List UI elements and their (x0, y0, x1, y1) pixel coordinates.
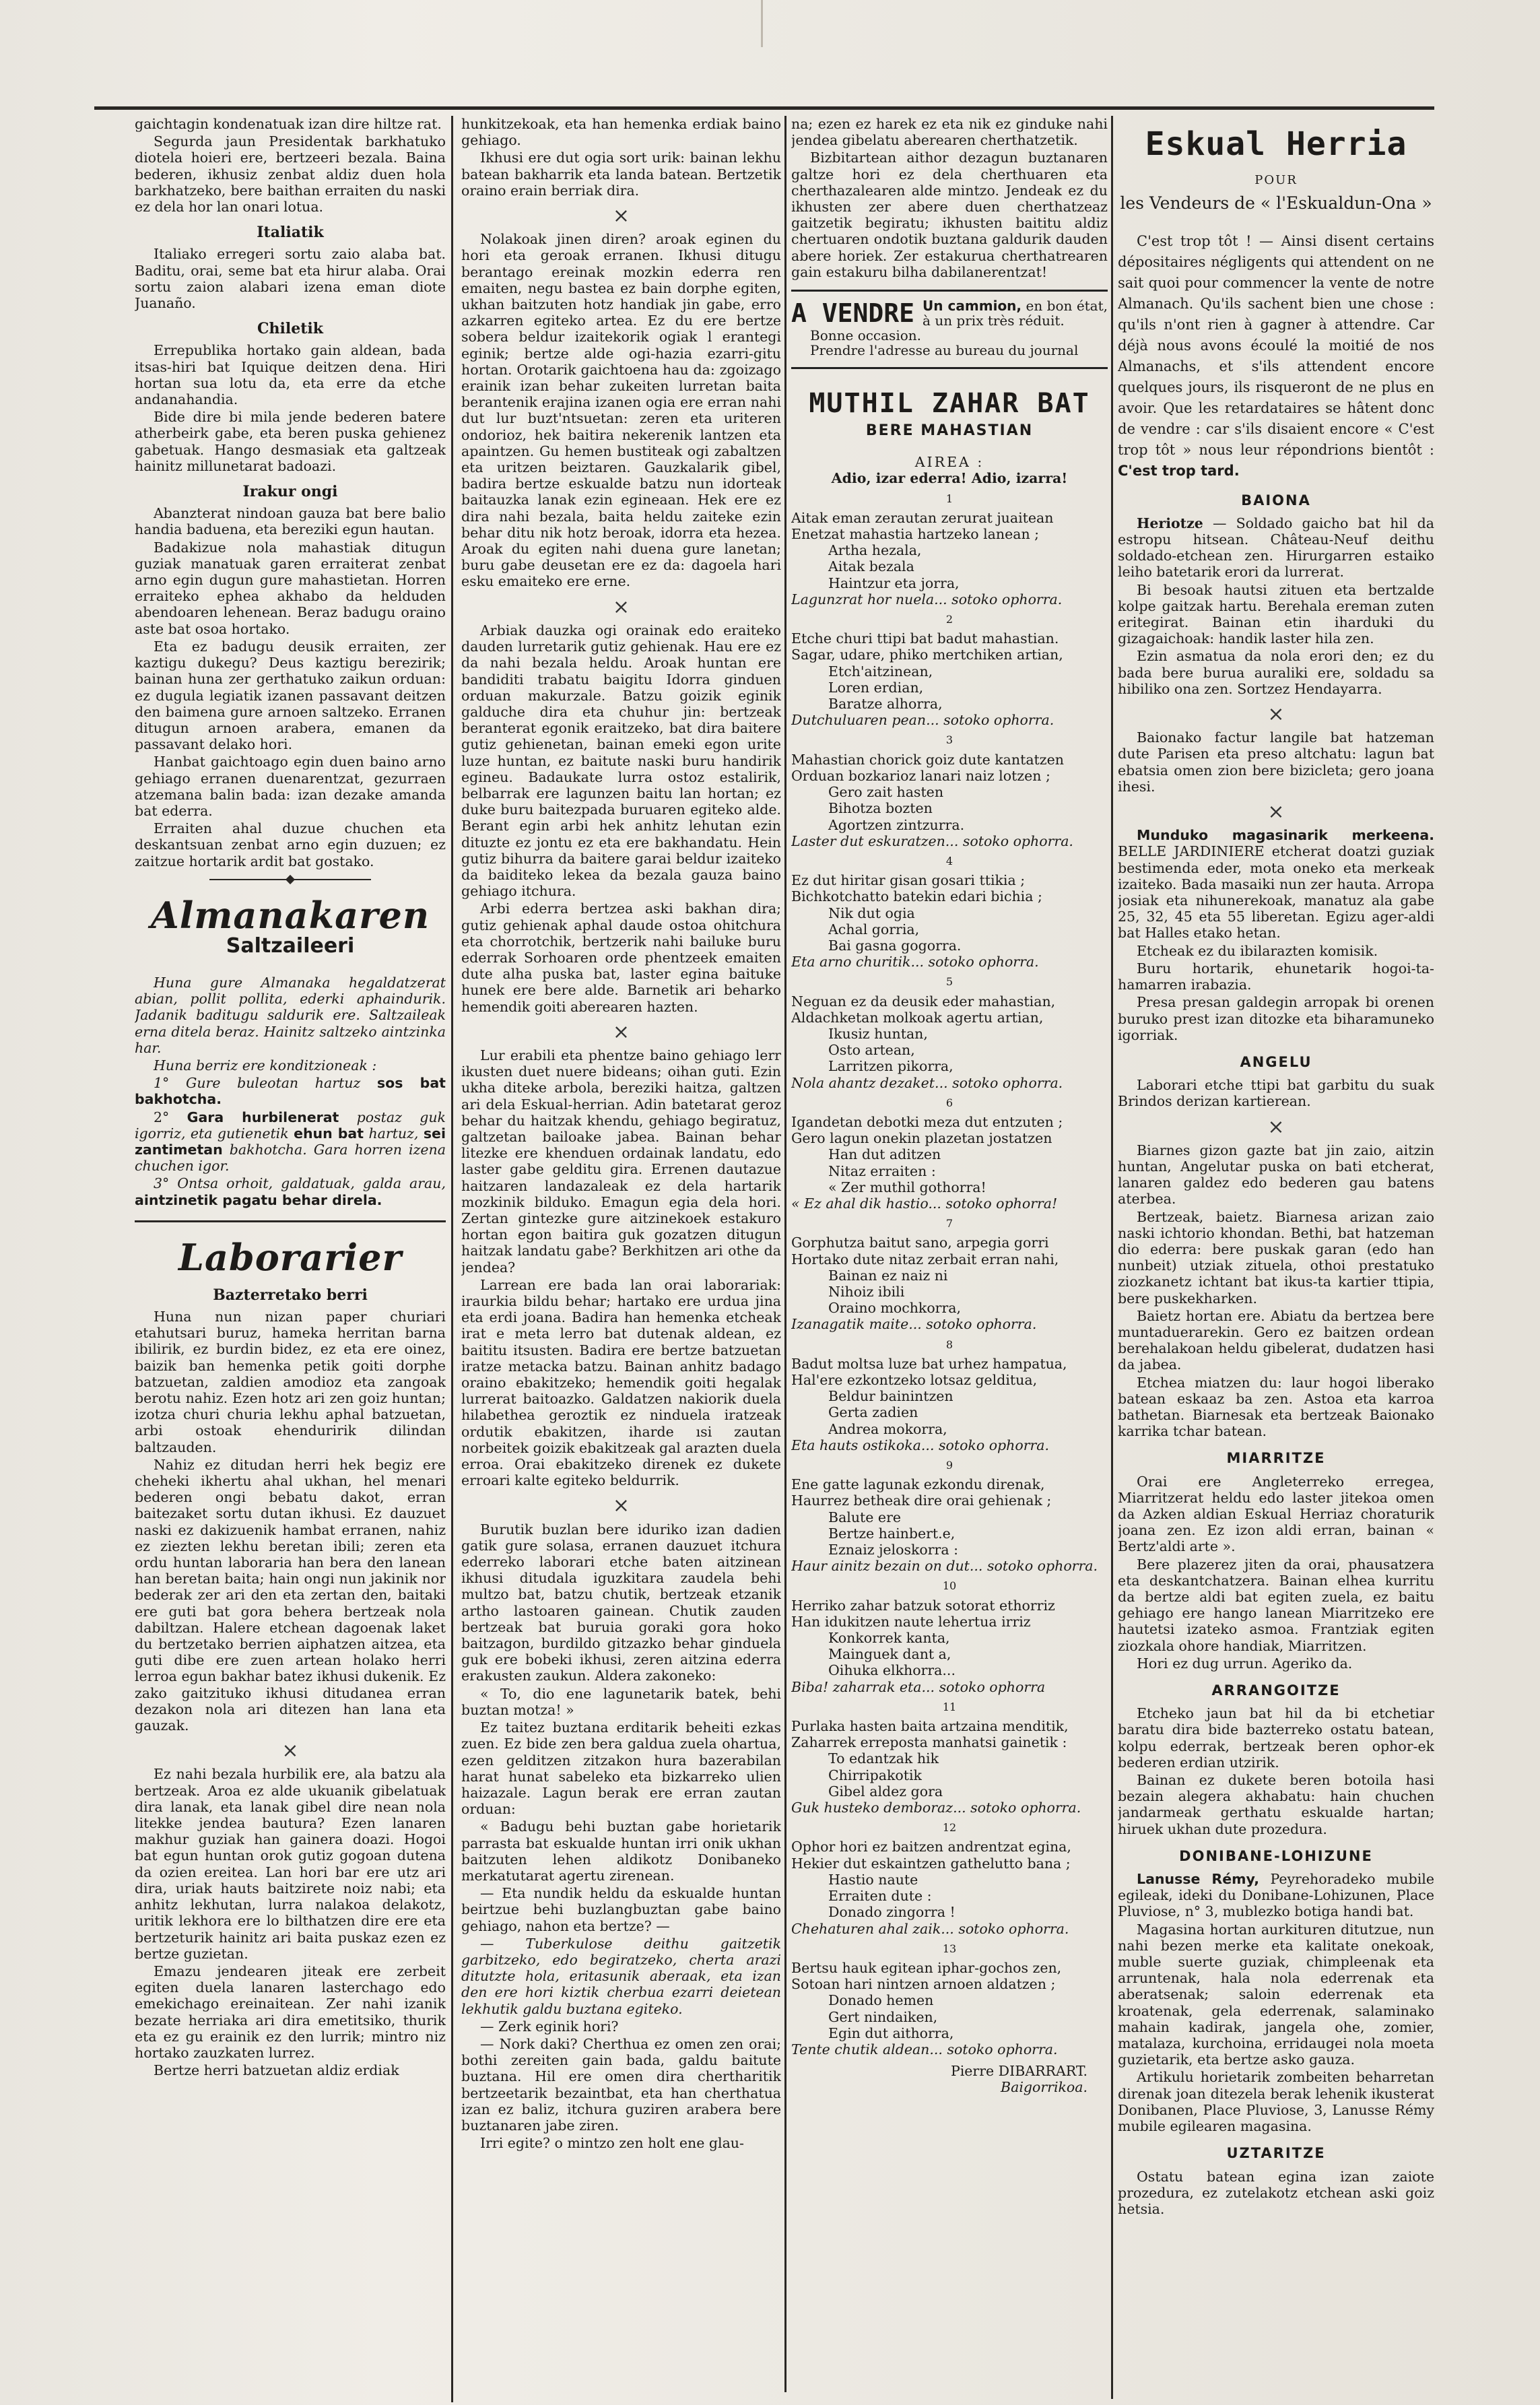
paragraph: Badakizue nola mahastiak ditugun guziak manatuak garen erraiterat zenbat arno egin dugun gure mahastietan. Horren erraiteko ephea akhabo da helduden abendoaren lehenean. Beraz badugu oraino aste bat osoa hortako. (135, 539, 446, 637)
verse-line: Gero zait hasten (828, 784, 944, 801)
verse-line: Guk husteko demboraz... sotoko ophorra. (791, 1800, 1081, 1816)
paragraph: Hanbat gaichtoago egin duen baino arno gehiago erranen duenarentzat, gezurraen atzemana balin bada: izan dezake amanda bat ederra. (135, 754, 446, 819)
author-origin: Baigorrikoa. (1001, 2079, 1087, 2096)
verse-line: Hastio naute (828, 1871, 918, 1888)
paragraph: Lur erabili eta phentze baino gehiago lerr ikusten duet nuere bideans; oihan guti. Ezin ukha diteke arbola, bereziki haitza, galtzen ari dela Eskual-herrian. Adin batetarat geroz behar du haitzak khendu, gehiago begiratuz, galtzetan bailoake jabea. Bainan behar litezke ere khenduen ordainak landatu, edo laster gabe gelditu gira. Errenen dautazue haitzaren landazaleak ez dela hartarik mozkinik bilduko. Emagun egia dela hori. Zertan gintezke gure aitzinekoek estakuro hortan egon baitira guk gozatzen ditugun haitzak landatu gabe? Berkhitzen ari othe da jendea? (461, 1047, 781, 1276)
paragraph: Bertze herri batzuetan aldiz erdiak (154, 2062, 399, 2079)
verse-line: Oraino mochkorra, (828, 1300, 962, 1317)
paragraph: Orai ere Angleterreko erregea, Miarritzerat heldu edo laster jitekoa omen da Azken aldian Eskual Herriaz choraturik joana zen. Ez izon aldi erran, bainan « Bertz'aldi arte ». (1118, 1473, 1434, 1555)
verse-line: Bai gasna gogorra. (828, 937, 962, 954)
verse-line: Loren erdian, (828, 679, 924, 696)
verse-line: Aitak eman zerautan zerurat juaitean (791, 509, 1054, 526)
paragraph: Bizbitartean aithor dezagun buztanaren galtze hori ez dela cherthuaren eta cherthazalearen alde mintzo. Jendeak ez du ikhusten zer abere duen cherthatzeaz gaitzetik begiratu; ikhusten baititu aldiz chertuaren ondotik buztana galdurik dauden abere horiek. Zer estakurua cherthatrearen gain estakuru bilha dabilanerentzat! (791, 150, 1108, 280)
verse-line: Ophor hori ez baitzen andrentzat egina, (791, 1839, 1071, 1855)
verse-line: Sagar, udare, phiko mertchiken artian, (791, 647, 1063, 663)
verse-line: Chehaturen ahal zaik... sotoko ophorra. (791, 1920, 1069, 1937)
paragraph: — Eta nundik heldu da eskualde huntan beirtzue behi buzlangbuztan gabe baino gehiago, nahon eta bertze? — (461, 1885, 781, 1934)
column-2 (461, 116, 781, 2392)
verse-number: 10 (942, 1579, 957, 1593)
verse-number: 4 (945, 854, 953, 867)
paragraph: Etcheak ez du ibilarazten komisik. (1137, 942, 1378, 959)
air-label: AIREA : (914, 454, 984, 471)
column-divider (451, 116, 453, 2402)
verse-line: Gert nindaiken, (828, 2008, 938, 2025)
ad-title: A VENDRE (791, 298, 915, 329)
verse-line: Hekier dut eskaintzen gathelutto bana ; (791, 1855, 1071, 1872)
paragraph: Burutik buzlan bere iduriko izan dadien gatik gure solasa, erranen dauzuet itchura ederreko laborari etche baten aitzinean ikhusi ditudala iguzkitara zaudela behi multzo bat, batzu chutik, bertzeak etzanik artho lastoaren gainean. Chutik zauden bertzeak bat buruia goraki gora hoko baitzagon, burdildo gitzazko behar ginduela guk ere bobeki ikhusi, zeren aitzina ederra erakusten zaukun. Aldera zakoneko: (461, 1521, 781, 1684)
almanakaren-subtitle: Saltzaileeri (226, 933, 355, 958)
paragraph: Ez nahi bezala hurbilik ere, ala batzu ala bertzeak. Aroa ez alde ukuanik gibelatuak dira lanak, eta lanak gibel dire nean nola litekke jendea bautura? Ezen lanaren makhur guziak han gainera doazi. Hogoi bat egun huntan orok gutiz gogoan dutena da ozien ereitea. Lan hori bar ere utz ari dira, uriak hauts baitzirete noiz nabi; eta anhitz lekhutan, lurra nalakoa delakotz, uritik lekhora ere lo bilthatzen dire ere eta bertzeturik hainitz ari baita puskaz ezen ez bertze guzietan. (135, 1766, 446, 1962)
air-line: Adio, izar ederra! Adio, izarra! (831, 470, 1068, 487)
paragraph: — Nork daki? Cherthua ez omen zen orai; bothi zereiten gain bada, galdu baitute buztana. Hil ere omen dira chertharitik bertzeetarik bezaintbat, eta han cherthatua izan ez baliz, itchura guziren arabera bere buztanaren jabe ziren. (461, 2035, 781, 2134)
paragraph: Ezin asmatua da nola erori den; ez du bada bere burua auraliki ere, soldadu sa hibiliko ona zen. Sortzez Hendayarra. (1118, 648, 1434, 697)
song-subtitle: BERE MAHASTIAN (865, 422, 1034, 440)
verse-line: Gero lagun onekin plazetan jostatzen (791, 1130, 1052, 1147)
paragraph: Magasina hortan aurkituren ditutzue, nun nahi bezen merke eta kalitate onekoak, muble suerte guziak, chimpleenak eta arruntenak, hala nola ederrenak eta aberatsenak; saloin ederrenak eta kroatenak, gela ederrenak, salaminako mahain kadirak, jangela ohe, zomier, matalaza, kurchoina, erridaugei nola moeta guzietarik, eta bertze asko gauza. (1118, 1921, 1434, 2068)
verse-line: « Zer muthil gothorra! (828, 1179, 986, 1195)
text: Gara hurbilenerat (187, 1109, 339, 1125)
verse-line: Donado zingorra ! (828, 1904, 956, 1921)
section-heading-arrangoitze: ARRANGOITZE (1211, 1682, 1341, 1699)
verse-line: Chirripakotik (828, 1767, 922, 1783)
verse-line: Etche churi ttipi bat badut mahastian. (791, 630, 1059, 647)
verse-line: Balute ere (828, 1509, 901, 1525)
verse-line: Mahastian chorick goiz dute kantatzen (791, 751, 1064, 768)
verse-number: 8 (945, 1338, 953, 1351)
verse-line: Orduan bozkarioz lanari naiz lotzen ; (791, 767, 1050, 784)
verse-number: 6 (945, 1096, 953, 1109)
verse-line: Aitak bezala (828, 558, 914, 575)
text: Peyrehoradeko mubile egileak, ideki du Donibane-Lohizunen, Place Pluviose, n° 3, mublezko botiga handi bat. (1118, 1871, 1434, 1920)
verse-line: Mainguek dant a, (828, 1646, 951, 1663)
text: Un cammion, (923, 298, 1022, 315)
verse-line: Biba! zaharrak eta... sotoko ophorra (791, 1678, 1046, 1695)
verse-number: 12 (942, 1821, 957, 1835)
text: postaz guk igorriz, eta gutienetik (135, 1109, 446, 1142)
verse-line: Han dut aditzen (828, 1146, 941, 1163)
vendeurs-subtitle: les Vendeurs de « l'Eskualdun-Ona » (1120, 193, 1432, 213)
paragraph: Presa presan galdegin arropak bi orenen buruko prest izan ditozke eta biharamuneko igorriak. (1118, 994, 1434, 1043)
author-name: Pierre DIBARRART. (950, 2063, 1087, 2080)
song-title: MUTHIL ZAHAR BAT (809, 388, 1090, 420)
verse-line: Bertze hainbert.e, (828, 1525, 956, 1542)
verse-line: Osto artean, (828, 1042, 915, 1059)
verse-number: 5 (945, 975, 953, 989)
paragraph: Larrean ere bada lan orai laborariak: iraurkia bildu behar; hartako ere urdua jina eta erdi joana. Badira han hemenka etcheak irat e meta lerro bat dutenak aldean, ez baititu itsusten. Badira ere bertze batzuetan iratze metacka batzu. Bainan anhitz badago oraino ebakitzeko; hemendik goiti hegalak lurrerat baitoazko. Galdatzen nakiorik duela hilabethea geroztik ez ninduela iratzeak ordutik ebakitzen, iharde ısi zautan norbeitek goizik ebakitzeak gal arazten duela erroa. Orai ebakitzeko direnek ez dukete erroari kalte egiteko beldurrik. (461, 1276, 781, 1489)
paragraph: Ez taitez buztana erditarik beheiti ezkas zuen. Ez bide zen bera galdua zuela ohartua, ezen gelditzen zitzakon hura bazerabilan harat hunat sabeleko eta bizkarreko ulien haizazale. Lagun berak ere erran zautan orduan: (461, 1719, 781, 1818)
paragraph: Baionako factur langile bat hatzeman dute Parisen eta preso altchatu: lagun bat ebatsia omen zion bere bizicleta; gero joana ihesi. (1118, 729, 1434, 795)
paragraph: Etcheko jaun bat hil da bi etchetiar baratu dira bide bazterreko ostatu batean, kolpu ederrak, bertzeak beren ophor-ek bederen erdian utzirik. (1118, 1705, 1434, 1771)
column-4 (1118, 116, 1434, 2392)
paragraph: Baietz hortan ere. Abiatu da bertzea bere muntaduerarekin. Gero ez baitzen ordean berehalakoan heldu gibelerat, dudatzen hasi da jabea. (1118, 1307, 1434, 1373)
text: C'est trop tard. (1118, 462, 1240, 479)
column-1 (135, 116, 446, 2392)
verse-line: Gibel aldez gora (828, 1783, 943, 1800)
paragraph: Eta ez badugu deusik erraiten, zer kaztigu dukegu? Deus kaztigu berezirik; bainan huna zer gerthatuko zaikun orduan: ez dugula legiatik izanen passavant deitzen den baimena gure arnoen saltzeko. Erranen ditugun arnoen arabera, emanen da passavant delako hori. (135, 638, 446, 753)
verse-line: Gerta zadien (828, 1404, 918, 1421)
verse-line: Nihoiz ibili (828, 1283, 905, 1300)
verse-line: Haintzur eta jorra, (828, 574, 960, 591)
paragraph (135, 1175, 446, 1208)
verse-line: Etch'aitzinean, (828, 663, 933, 680)
paragraph: Arbiak dauzka ogi orainak edo eraiteko dauden lurretarik gutiz gehienak. Hau ere ez da nahi bezala heldu. Aroak huntan ere bandiditi trabatu baigitu Idorra ginduen orduan makurzale. Batzu goizik eginik galduche dira eta chuhur jin: bertzeak beranterat egonik eraitzeko, bat dira baitere gutiz gehienetan, bainan emeki egon urite luze huntan, ez baitute naski buru handirik egineu. Badaukate lurra ostoz estalirik, belbarrak ere lagunzen baitu lan hortan; ez duke buru baitezpada buruaren egiteko alde. Berant egin arbi hek anhitz lehutan ezin dituzte ez jontu ez eta ere bakhandatu. Hein gutiz bihurra da baitere garai beldur izaiteko da baiditeko lekea da bezala gauza baino gehiago itchura. (461, 622, 781, 900)
verse-line: Nik dut ogia (828, 904, 915, 921)
verse-line: Purlaka hasten baita artzaina menditik, (791, 1718, 1069, 1735)
paragraph: Etchea miatzen du: laur hogoi liberako batean eskaaz ba zen. Astoa eta karroa bathetan. Biarnesak eta bertzeak Baionako karrika tchar batean. (1118, 1374, 1434, 1440)
verse-number: 3 (945, 733, 953, 747)
verse-line: Izanagatik maite... sotoko ophorra. (791, 1316, 1037, 1333)
verse-line: « Ez ahal dik hastio... sotoko ophorra! (791, 1195, 1058, 1212)
verse-line: Han idukitzen naute lehertua irriz (791, 1613, 1031, 1630)
ornament-rule (209, 879, 371, 880)
verse-line: Aldachketan molkoak agertu artian, (791, 1009, 1044, 1026)
cross-separator: × (612, 1494, 630, 1518)
paragraph (135, 1075, 446, 1107)
section-heading-baiona: BAIONA (1241, 492, 1311, 508)
text: hartuz, (368, 1125, 419, 1142)
cross-separator: × (1267, 702, 1285, 727)
paragraph: Bere plazerez jiten da orai, phausatzera eta deskantchatzera. Bainan elhea kurritu da bertze aldi bat egiten zuela, ez baitu gehiago ere hango lanean Miarritzeko ere hautetsi izateko asmoa. Frantziak egiten ziozkala ohore handiak, Miarritzen. (1118, 1556, 1434, 1654)
section-heading-bazterretako: Bazterretako berri (213, 1286, 368, 1304)
paragraph: Huna berriz ere konditzioneak : (154, 1057, 377, 1074)
verse-line: Tente chutik aldean... sotoko ophorra. (791, 2041, 1058, 2057)
verse-line: Baratze alhorra, (828, 696, 943, 713)
pour-label: POUR (1254, 173, 1298, 188)
verse-number: 9 (945, 1459, 953, 1472)
section-heading-uztaritze: UZTARITZE (1226, 2145, 1326, 2162)
cross-separator: × (1267, 1115, 1285, 1139)
text: sei zantimetan (135, 1125, 446, 1158)
verse-line: Erraiten dute : (828, 1888, 932, 1905)
paragraph: Biarnes gizon gazte bat jin zaio, aitzin huntan, Angelutar puska on bati etcherat, lanaren galdez edo bederen gau batens aterbea. (1118, 1142, 1434, 1208)
verse-line: Egin dut aithorra, (828, 2024, 954, 2041)
paragraph: Bide dire bi mila jende bederen batere atherbeirk gabe, eta beren puska gehienez gabetuak. Hango desmasiak eta galtzeak hainitz millunetarat badoazi. (135, 409, 446, 474)
verse-line: Haurrez betheak dire orai gehienak ; (791, 1492, 1052, 1509)
paragraph: Artikulu horietarik zombeiten beharretan direnak joan ditezela berak lehenik ikusterat Donibanen, Place Pluviose, 3, Lanusse Rémy mubile egilearen magasina. (1118, 2069, 1434, 2135)
paragraph (1118, 827, 1434, 941)
text: 2° (154, 1109, 170, 1125)
paragraph: Nolakoak jinen diren? aroak eginen du hori eta geroak erranen. Ikhusi ditugu berantago ereinak mozkin ederra ren emaiten, negu bastea ez bain dorphe egiten, ukhan baitzuten hotz handiak jin gabe, erro azkarren egiteko artea. Ez du ere bertze sobera beldur izaitekorik ogiak l erantegi eginik; bertze alde ogi-hazia ezarri-gitu hortan. Orotarik gaichtoena hau da: zgoizago erainik izan behar zukeiten lurretan baita berantenik erajina izanen ogia ere erran nahi dut lur buzt'ntsuetan: zeren eta uriteren ondorioz, hek baitira nekerenik lantzen eta apaintzen. Gu hemen bustiteak ogi zabaltzen eta uritzen beiztaren. Gauzkalarik gibel, badira bertze eskualde batzu nun idorteak baitauzka lanak ezin egineaan. Hek ere ez dira nahi bezala, baita heldu zaiteke ezin behar ditu nik hotz beroak, idorra eta hezea. Aroak du egiten nahi duena gure lanetan; buru gabe deusetan ere ez da: dagoela hari esku emaiteko ere erne. (461, 231, 781, 590)
verse-line: Nola ahantz dezaket... sotoko ophorra. (791, 1074, 1063, 1091)
paragraph: Emazu jendearen jiteak ere zerbeit egiten duela lanaren lasterchago edo emekichago ereinaitean. Zer nahi izanik bezate herriaka ari dira emetitsiko, thurik eta ez gu erainik ez den lurrik; mintro niz hortako zauzkaten lurrez. (135, 1963, 446, 2061)
top-rule (94, 106, 1434, 110)
verse-line: Ene gatte lagunak ezkondu direnak, (791, 1476, 1045, 1493)
fold-mark (761, 0, 763, 47)
text: 1° Gure buleotan hartuz (154, 1075, 361, 1092)
verse-line: Artha hezala, (828, 542, 922, 559)
paragraph: Ostatu batean egina izan zaiote prozedura, ez zutelakotz etchean aski goiz hetsia. (1118, 2168, 1434, 2217)
verse-line: Sotoan hari nintzen arnoen aldatzen ; (791, 1976, 1056, 1993)
paragraph: Bi besoak hautsi zituen eta bertzalde kolpe gaitzak hartu. Berehala ereman zuten eritegirat. Bainan etin iharduki du gizagaichoak: handik laster hila zen. (1118, 581, 1434, 647)
verse-line: Neguan ez da deusik eder mahastian, (791, 993, 1056, 1010)
verse-line: Nitaz erraiten : (828, 1162, 936, 1179)
verse-line: Achal gorria, (828, 921, 920, 937)
column-divider (1111, 116, 1113, 2399)
paragraph: — Zerk eginik hori? (480, 2018, 619, 2035)
paragraph (1118, 1871, 1434, 1920)
text: BELLE JARDINIERE etcherat doatzi guziak bestimenda eder, mota oneko eta merkeak izaiteko. Bada masaiki nun zer hauta. Arropa josiak eta nihunerekoak, manatuz ala gabe 25, 32, 45 eta 55 liberetan. Egizu ager-aldi bat Halles etako hetan. (1118, 843, 1434, 942)
cross-separator: × (1267, 800, 1285, 824)
classified-ad (791, 290, 1108, 369)
verse-line: Zaharrek erreposta manhatsi gainetik : (791, 1734, 1067, 1751)
verse-line: Bichkotchatto batekin edari bichia ; (791, 888, 1042, 905)
paragraph: Nahiz ez ditudan herri hek begiz ere cheheki ikhertu ahal ukhan, hel menari bederen ongi bebatu dakot, erran baitezaket sortu dutan ikhusi. Ez dauzuet naski ez dakizuenik hambat erranen, nahiz ez ziezten lekhu beretan ibili; zeren eta ordu huntan laboraria han bera den lanean han beretan baita; hain ongi nun jakinik nor bederak zer ari den eta zertan den, baitaki ere guti bat gora behera bertzeak nola dabiltzan. Halere etchean dagoenak laket du bertzetako berrien aiphatzen aitzea, eta guti dibe ere zuen artean holako herri lerroa egun bakhar batez ikhusi dukenik. Ez zako gaitzituko ikhusi ditudanea erran dezakon nola ari ditezen han lana eta gauzak. (135, 1456, 446, 1734)
paragraph: Laborari etche ttipi bat garbitu du suak Brindos derizan kartierean. (1118, 1077, 1434, 1110)
section-heading-donibane: DONIBANE-LOHIZUNE (1179, 1847, 1373, 1864)
verse-line: Dutchuluaren pean... sotoko ophorra. (791, 712, 1054, 729)
verse-line: Eta hauts ostikoka... sotoko ophorra. (791, 1437, 1050, 1453)
verse-number: 1 (945, 492, 953, 505)
text: Munduko magasinarik merkeena. (1137, 827, 1434, 844)
verse-line: Eta arno churitik... sotoko ophorra. (791, 954, 1039, 970)
cross-separator: × (281, 1739, 299, 1763)
paragraph: Bertzeak, baietz. Biarnesa arizan zaio naski ichtorio khondan. Bethi, bat hatzeman dio ederra: bere puskak garan (edo han nunbeit) utziak zituela, othoi prestatuko ziozkanetz ichtant bat ikus-ta kartier ttipia, bere puskekharken. (1118, 1208, 1434, 1307)
verse-number: 2 (945, 613, 953, 626)
verse-line: Bainan ez naiz ni (828, 1267, 948, 1284)
verse-line: Andrea mokorra, (828, 1420, 947, 1437)
text: Prendre l'adresse au bureau du journal (810, 342, 1079, 359)
verse-line: Bertsu hauk egitean iphar-gochos zen, (791, 1959, 1062, 1976)
section-heading-chiletik: Chiletik (257, 320, 323, 338)
verse-line: Oihuka elkhorra... (828, 1662, 956, 1679)
verse-line: Herriko zahar batzuk sotorat ethorriz (791, 1597, 1055, 1614)
text: 3° Ontsa orhoit, galdatuak, galda arau, (154, 1175, 446, 1192)
paragraph: Erraiten ahal duzue chuchen eta deskantsuan zenbat arno egin duzuen; ez zaitzue hortarik ardit bat gostako. (135, 820, 446, 869)
verse-line: Enetzat mahastia hartzeko lanean ; (791, 526, 1040, 543)
text: bakhotcha. Gara horren izena chuchen igor. (135, 1141, 446, 1175)
verse-line: Agortzen zintzurra. (828, 816, 965, 833)
text: sos bat bakhotcha. (135, 1075, 446, 1108)
paragraph: Ikhusi ere dut ogia sort urik: bainan lekhu batean bakharrik eta landa batean. Bertzetik oraino erain berriak dira. (461, 150, 781, 199)
verse-number: 13 (942, 1942, 957, 1955)
paragraph: hunkitzekoak, eta han hemenka erdiak baino gehiago. (461, 116, 781, 149)
text: Bonne occasion. (810, 327, 921, 344)
verse-line: Konkorrek kanta, (828, 1630, 950, 1647)
verse-line: Laster dut eskuratzen... sotoko ophorra. (791, 832, 1073, 849)
section-heading-angelu: ANGELU (1240, 1053, 1312, 1070)
verse-line: Haur ainitz bezain on dut... sotoko ophorra. (791, 1558, 1098, 1575)
eskual-herria-title: Eskual Herria (1145, 125, 1407, 163)
paragraph: Errepublika hortako gain aldean, bada itsas-hiri bat Iquique deitzen dena. Hiri hortan sua lotu da, eta erre da etche andanahandia. (135, 342, 446, 408)
paragraph (135, 1109, 446, 1175)
paragraph: — Tuberkulose deithu gaitzetik garbitzeko, edo begiratzeko, cherta arazi ditutzte hola, eritasunik aberaak, eta izan den ere hori kiztik cherbua ezarri deietean lekhutik galdu buztana egiteko. (461, 1935, 781, 2017)
verse-line: Gorphutza baitut sano, arpegia gorri (791, 1234, 1049, 1251)
section-heading-miarritze: MIARRITZE (1226, 1450, 1326, 1467)
verse-number: 11 (942, 1700, 957, 1713)
paragraph: Hori ez dug urrun. Ageriko da. (1137, 1655, 1353, 1672)
text: aintzinetik pagatu behar direla. (135, 1191, 382, 1208)
paragraph: Bainan ez dukete beren botoila hasi bezain alegera akhabatu: hain chuchen jandarmeak gerthatu eskualde hartan; hiruek ukhan dute prozedura. (1118, 1772, 1434, 1837)
text: Lanusse Rémy, (1137, 1871, 1260, 1888)
column-divider (784, 116, 786, 2392)
verse-line: Badut moltsa luze bat urhez hampatua, (791, 1355, 1067, 1372)
text: — Soldado gaicho bat hil da estropu hitsean. Château-Neuf deithu soldado-etchean zen. Hirurgarren estaiko leiho batetarik erori da lurrerat. (1118, 515, 1434, 581)
verse-line: Hortako dute nitaz zerbait erran nahi, (791, 1251, 1059, 1267)
verse-number: 7 (945, 1217, 953, 1230)
verse-line: To edantzak hik (828, 1750, 939, 1767)
verse-line: Ikusiz huntan, (828, 1025, 928, 1042)
almanakaren-title: Almanakaren (150, 893, 430, 937)
verse-line: Ez dut hiritar gisan gosari ttikia ; (791, 872, 1026, 889)
paragraph: Segurda jaun Presidentak barkhatuko diotela hoieri ere, bertzeeri bezala. Baina bederen, ikhusiz zenbat aldiz duen hola barkhatzeko, bere baithan erraiten du naski ez dela hor lan onari lotua. (135, 133, 446, 216)
paragraph: Huna gure Almanaka hegaldatzerat abian, pollit pollita, ederki aphaindurik. Jadanik baditugu saldurik ere. Saltzaileak erna ditela beraz. Hainitz saltzeko aintzinka har. (135, 974, 446, 1056)
verse-line: Donado hemen (828, 1992, 934, 2009)
verse-line: Bihotza bozten (828, 800, 933, 817)
cross-separator: × (612, 204, 630, 228)
section-rule (135, 1220, 446, 1222)
paragraph: Irri egite? o mintzo zen holt ene glau- (480, 2135, 744, 2152)
paragraph: « Badugu behi buztan gabe horietarik parrasta bat eskualde huntan irri onik ukhan baitzuten lehen aldikotz Donibaneko merkatutarat agertu zirenean. (461, 1818, 781, 1884)
column-3 (791, 116, 1108, 2392)
cross-separator: × (612, 1020, 630, 1044)
verse-line: Igandetan debotki meza dut entzuten ; (791, 1113, 1063, 1130)
verse-line: Lagunzrat hor nuela... sotoko ophorra. (791, 591, 1063, 607)
verse-line: Beldur bainintzen (828, 1388, 953, 1405)
verse-line: Hal'ere ezkontzeko lotsaz gelditua, (791, 1372, 1038, 1388)
text: C'est trop tôt ! — Ainsi disent certains dépositaires négligents qui attendent on ne sait quoi pour commencer la vente de notre Almanach. Qu'ils sachent bien une chose : qu'ils n'ont rien à gagner à attendre. Car déjà nous avons écoulé la moitié de nos Almanachs, et s'ils attendent encore quelques jours, ils risqueront de ne plus en avoir. Que les retardataires se hâtent donc de vendre : car s'ils disaient encore « C'est trop tôt » nous leur répondrions bientôt : (1118, 232, 1434, 458)
paragraph (1118, 515, 1434, 581)
paragraph: Abanzterat nindoan gauza bat bere balio handia baduena, eta bereziki egun hautan. (135, 505, 446, 538)
paragraph: Arbi ederra bertzea aski bakhan dira; gutiz gehienak aphal daude ostoa ohitchura eta chorrotchik, bertzerik nahi bailuke buru ederrak Sorhoaren orde phentzeek emaiten dute alha puska bat, laster egina baituke hunek ere bere alde. Barnetik ari beharko hemendik goiti aberearen hazten. (461, 900, 781, 1015)
cross-separator: × (612, 595, 630, 619)
laborarier-title: Laborarier (178, 1235, 402, 1279)
paragraph: Buru hortarik, ehunetarik hogoi-ta-hamarren irabazia. (1118, 960, 1434, 993)
text: ehun bat (294, 1125, 364, 1142)
text: Heriotze (1137, 515, 1203, 531)
paragraph: « To, dio ene lagunetarik batek, behi buztan motza! » (461, 1685, 781, 1718)
paragraph (1118, 231, 1434, 482)
verse-line: Larritzen pikorra, (828, 1058, 953, 1075)
verse-line: Eznaiz jeloskorra : (828, 1542, 958, 1558)
paragraph: na; ezen ez harek ez eta nik ez ginduke nahi jendea gibelatu aberearen cherthatzetik. (791, 116, 1108, 149)
text: en bon état, à un prix très réduit. (923, 298, 1108, 329)
paragraph: Huna nun nizan paper churiari etahutsari buruz, hameka herritan barna ibilirik, ez burdin bidez, ez eta ere oinez, baizik ban hemenka petik goiti dorphe batzuetan, zaldien amodioz eta zangoak berotu nahiz. Ezen hotz ari zen goiz huntan; izotza churi churia lekhu aphal batzuetan, arbi ostoak ehenduririk dilindan baltzauden. (135, 1308, 446, 1455)
section-heading-italiatik: Italiatik (257, 224, 324, 242)
paragraph: gaichtagin kondenatuak izan dire hiltze rat. (135, 116, 442, 132)
paragraph: Italiako erregeri sortu zaio alaba bat. Baditu, orai, seme bat eta hirur alaba. Orai sortu zaion alabari izena eman diote Juanaño. (135, 246, 446, 312)
section-heading-irakur: Irakur ongi (242, 483, 338, 501)
